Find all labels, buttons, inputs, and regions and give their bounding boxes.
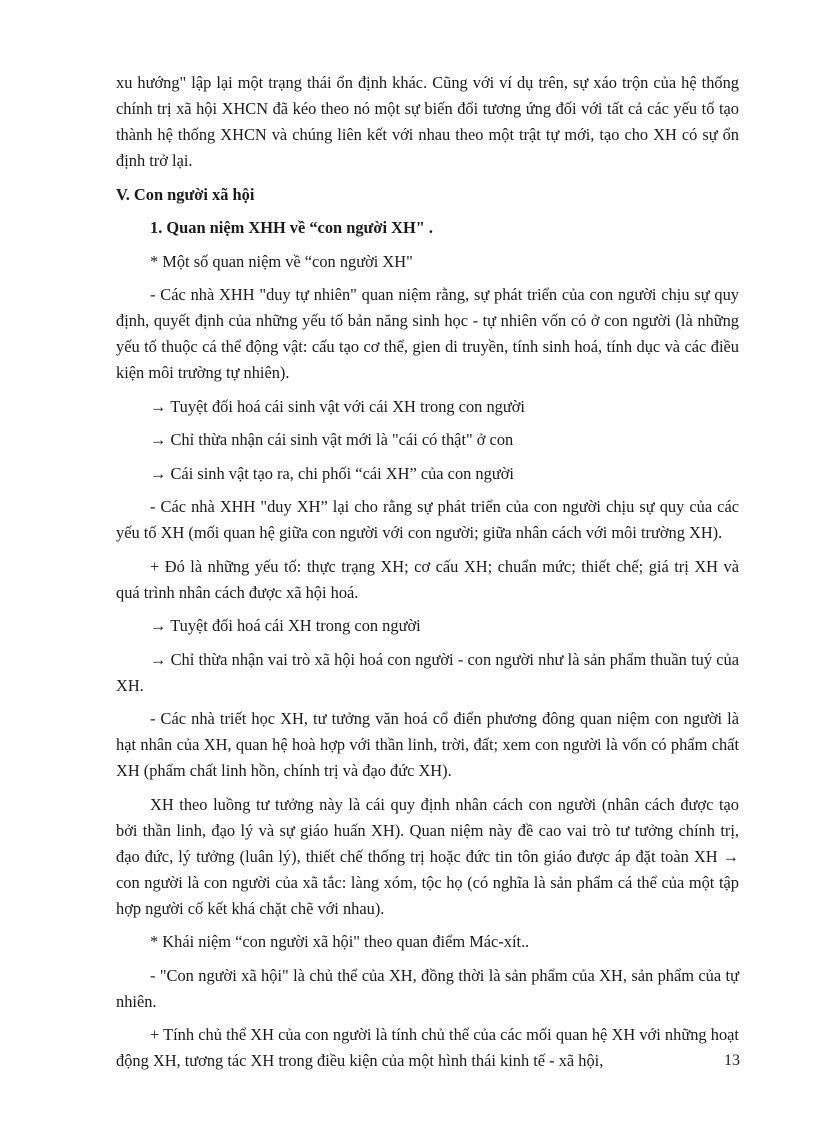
section-heading: V. Con người xã hội bbox=[116, 184, 255, 204]
paragraph: - Các nhà triết học XH, tư tưởng văn hoá cổ điển phương đông quan niệm con người là hạt nhân của XH, quan hệ hoà hợp với thần linh, trời, đất; xem con người là vốn có phẩm chất XH (phẩm chất linh hồn, chính trị và đạo đức XH). bbox=[116, 709, 739, 780]
document-page bbox=[116, 70, 739, 1082]
bullet-paragraph: * Một số quan niệm về “con người XH" bbox=[150, 251, 413, 271]
paragraph: XH theo luồng tư tưởng này là cái quy định nhân cách con người (nhân cách được tạo bởi thần linh, đạo lý và sự giáo huấn XH). Quan niệm này đề cao vai trò tư tưởng chính trị, đạo đức, lý tưởng (luân lý), thiết chế thống trị hoặc đức tin tôn giáo được áp đặt toàn XH → con người là con người của xã tắc: làng xóm, tộc họ (có nghĩa là sản phẩm cá thể của một tập hợp người cố kết khá chặt chẽ với nhau). bbox=[116, 794, 739, 918]
page-number: 13 bbox=[724, 1052, 740, 1069]
paragraph: + Tính chủ thể XH của con người là tính chủ thể của các mối quan hệ XH với những hoạt động XH, tương tác XH trong điều kiện của một hình thái kinh tế - xã hội, bbox=[116, 1025, 739, 1070]
paragraph: - Các nhà XHH "duy XH” lại cho rằng sự phát triển của con người chịu sự quy của các yếu tố XH (mối quan hệ giữa con người với con người; giữa nhân cách với môi trường XH). bbox=[116, 497, 739, 542]
paragraph-continuation: xu hướng" lập lại một trạng thái ổn định khác. Cũng với ví dụ trên, sự xáo trộn của hệ thống chính trị xã hội XHCN đã kéo theo nó một sự biến đổi tương ứng đối với tất cả các yếu tố tạo thành hệ thống XHCN và chúng liên kết với nhau theo một trật tự mới, tạo cho XH có sự ổn định trở lại. bbox=[116, 73, 739, 170]
paragraph: + Đó là những yếu tố: thực trạng XH; cơ cấu XH; chuẩn mức; thiết chế; giá trị XH và quá trình nhân cách được xã hội hoá. bbox=[116, 556, 739, 602]
arrow-paragraph: → Chỉ thừa nhận cái sinh vật mới là "cái có thật" ở con bbox=[150, 430, 514, 449]
arrow-paragraph: → Tuyệt đối hoá cái sinh vật với cái XH trong con người bbox=[150, 396, 525, 416]
bullet-paragraph: * Khái niệm “con người xã hội" theo quan điểm Mác-xít.. bbox=[150, 932, 530, 951]
paragraph: - "Con người xã hội" là chủ thể của XH, đồng thời là sản phẩm của XH, sản phẩm của tự nhiên. bbox=[116, 965, 739, 1011]
paragraph: - Các nhà XHH "duy tự nhiên" quan niệm rằng, sự phát triển của con người chịu sự quy định, quyết định của những yếu tố bản năng sinh học - tự nhiên vốn có ở con người (là những yếu tố thuộc cá thể động vật: cấu tạo cơ thể, gien di truyền, tính sinh hoá, tính dục và các điều kiện môi trường tự nhiên). bbox=[116, 285, 739, 382]
arrow-paragraph: → Tuyệt đối hoá cái XH trong con người bbox=[150, 616, 421, 635]
subsection-heading: 1. Quan niệm XHH về “con người XH" . bbox=[150, 218, 433, 237]
arrow-paragraph: → Cái sinh vật tạo ra, chi phối “cái XH” của con người bbox=[150, 463, 514, 483]
arrow-paragraph: → Chỉ thừa nhận vai trò xã hội hoá con người - con người như là sản phẩm thuần tuý của XH. bbox=[116, 649, 739, 695]
